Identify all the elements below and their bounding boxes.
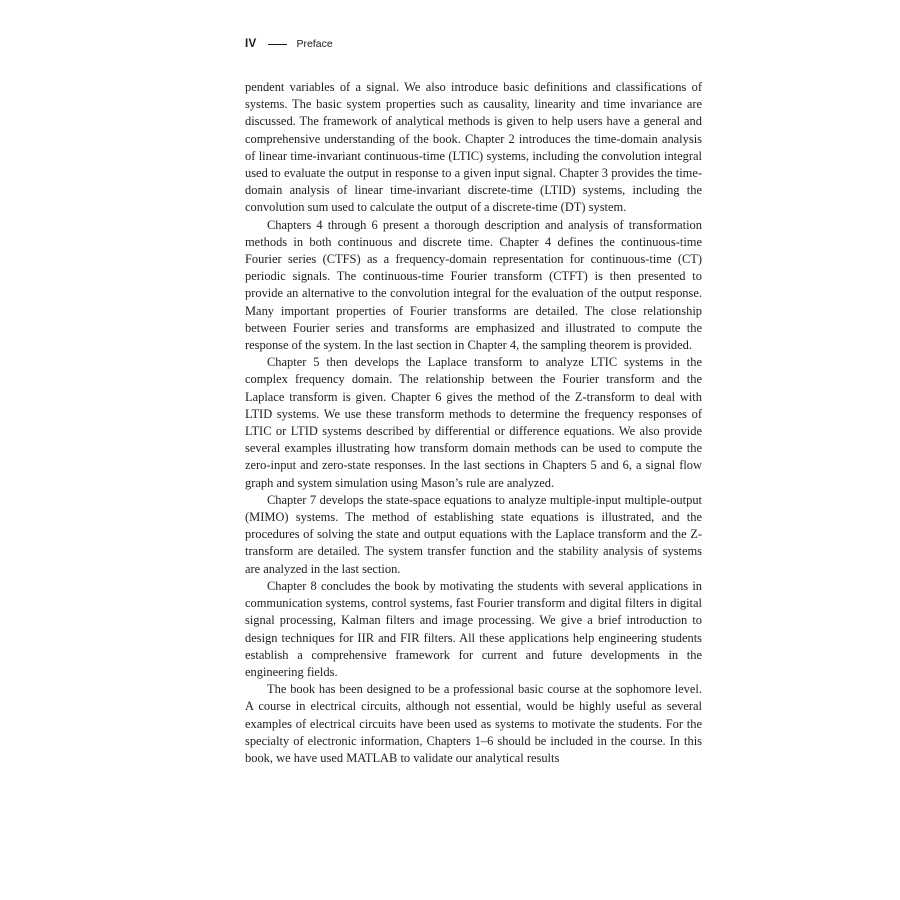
section-title: Preface bbox=[296, 38, 333, 50]
paragraph: Chapter 8 concludes the book by motivating the students with several applications in communication systems, control systems, fast Fourier transform and digital filters in digital signal processing, Kalman filters and image processing. We give a brief introduction to design techniques for IIR and FIR filters. All these applications help engineering students establish a comprehensive framework for current and future developments in the engineering fields. bbox=[245, 578, 702, 679]
body-text bbox=[245, 79, 702, 767]
paragraph: Chapter 7 develops the state-space equations to analyze multiple-input multiple-output (MIMO) systems. The method of establishing state equations is illustrated, and the procedures of solving the state and output equations with the Laplace transform and the Z-transform are detailed. The system transfer function and the stability analysis of systems are analyzed in the last section. bbox=[245, 492, 702, 576]
paragraph: Chapter 5 then develops the Laplace transform to analyze LTIC systems in the complex frequency domain. The relationship between the Fourier transform and the Laplace transform is given. Chapter 6 gives the method of the Z-transform to deal with LTID systems. We use these transform methods to determine the frequency responses of LTIC or LTID systems described by differential or difference equations. We also provide several examples illustrating how transform domain methods can be used to compute the zero-input and zero-state responses. In the last sections in Chapters 5 and 6, a signal flow graph and system simulation using Mason’s rule are analyzed. bbox=[245, 355, 702, 490]
running-header bbox=[245, 37, 333, 51]
paragraph: Chapters 4 through 6 present a thorough description and analysis of transformation methods in both continuous and discrete time. Chapter 4 defines the continuous-time Fourier series (CTFS) as a frequency-domain representation for continuous-time (CT) periodic signals. The continuous-time Fourier transform (CTFT) is then presented to provide an alternative to the convolution integral for the evaluation of the output response. Many important properties of Fourier transforms are detailed. The close relationship between Fourier series and transforms are emphasized and illustrated to compute the response of the system. In the last section in Chapter 4, the sampling theorem is provided. bbox=[245, 217, 702, 353]
page-number: IV bbox=[245, 38, 257, 50]
paragraph: pendent variables of a signal. We also introduce basic definitions and classifications of systems. The basic system properties such as causality, linearity and time invariance are discussed. The framework of analytical methods is given to help users have a general and comprehensive understanding of the book. Chapter 2 introduces the time-domain analysis of linear time-invariant continuous-time (LTIC) systems, including the convolution integral used to evaluate the output in response to a given input signal. Chapter 3 provides the time-domain analysis of linear time-invariant discrete-time (LTID) systems, including the convolution sum used to calculate the output of a discrete-time (DT) system. bbox=[245, 80, 702, 215]
header-divider bbox=[268, 44, 287, 45]
paragraph: The book has been designed to be a professional basic course at the sophomore level. A course in electrical circuits, although not essential, would be highly useful as several examples of electrical circuits have been used as systems to motivate the students. For the specialty of electronic information, Chapters 1–6 should be included in the course. In this book, we have used MATLAB to validate our analytical results bbox=[245, 682, 702, 765]
